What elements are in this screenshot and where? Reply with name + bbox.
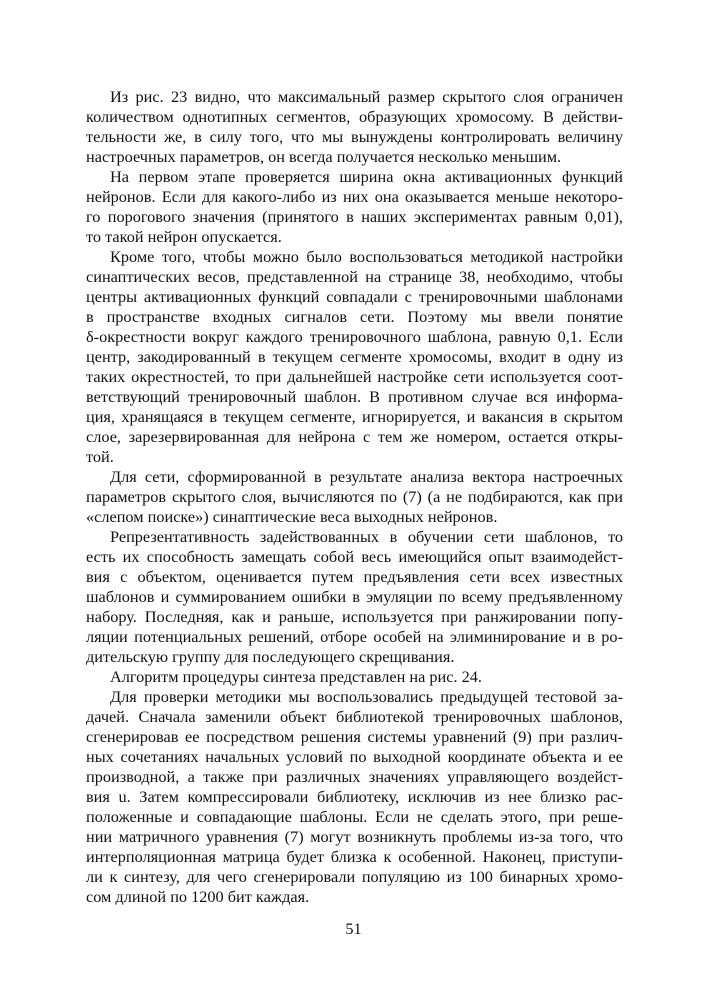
paragraph-7-line-1: Для проверки методики мы воспользовались предыдущей тестовой за- xyxy=(110,687,623,706)
paragraph-3-line-2: синаптических весов, представленной на странице 38, необходимо, чтобы xyxy=(86,267,623,286)
paragraph-1-line-2: количеством однотипных сегментов, образующих хромосому. В действи- xyxy=(86,107,623,126)
paragraph-3-line-4: в пространстве входных сигналов сети. Поэтому мы ввели понятие xyxy=(86,307,623,326)
paragraph-5-line-5: набору. Последняя, как и раньше, используется при ранжировании попу- xyxy=(86,607,623,626)
paragraph-2-line-4: то такой нейрон опускается. xyxy=(86,227,282,246)
paragraph-4-line-1: Для сети, сформированной в результате анализа вектора настроечных xyxy=(110,467,623,486)
page-number: 51 xyxy=(345,919,362,938)
paragraph-3-line-1: Кроме того, чтобы можно было воспользоваться методикой настройки xyxy=(110,247,623,266)
paragraph-1-line-4: настроечных параметров, он всегда получается несколько меньшим. xyxy=(86,147,562,166)
paragraph-2-line-2: нейронов. Если для какого-либо из них она оказывается меньше некоторо- xyxy=(86,187,623,206)
paragraph-7-line-5: производной, а также при различных значениях управляющего воздейст- xyxy=(86,767,623,786)
paragraph-3-line-11: той. xyxy=(86,447,114,466)
paragraph-4-line-3: «слепом поиске») синаптические веса выходных нейронов. xyxy=(86,507,498,526)
paragraph-7-line-8: нии матричного уравнения (7) могут возникнуть проблемы из-за того, что xyxy=(86,827,623,846)
paragraph-5-line-6: ляции потенциальных решений, отборе особей на элиминирование и в ро- xyxy=(86,627,623,646)
paragraph-4-line-2: параметров скрытого слоя, вычисляются по (7) (а не подбираются, как при xyxy=(86,487,623,506)
paragraph-5-line-3: вия с объектом, оценивается путем предъявления сети всех известных xyxy=(86,567,623,586)
paragraph-6-line-1: Алгоритм процедуры синтеза представлен на рис. 24. xyxy=(110,667,482,686)
paragraph-2-line-1: На первом этапе проверяется ширина окна активационных функций xyxy=(110,167,623,186)
paragraph-5-line-2: есть их способность замещать собой весь имеющийся опыт взаимодейст- xyxy=(86,547,623,566)
paragraph-3-line-6: центр, закодированный в текущем сегменте хромосомы, входит в одну из xyxy=(86,347,623,366)
paragraph-3-line-3: центры активационных функций совпадали с тренировочными шаблонами xyxy=(86,287,623,306)
paragraph-7-line-4: ных сочетаниях начальных условий по выходной координате объекта и ее xyxy=(86,747,623,766)
paragraph-3-line-5: δ-окрестности вокруг каждого тренировочного шаблона, равную 0,1. Если xyxy=(86,327,623,346)
paragraph-7-line-10: ли к синтезу, для чего сгенерировали популяцию из 100 бинарных хромо- xyxy=(86,867,623,886)
paragraph-7-line-6: вия u. Затем компрессировали библиотеку, исключив из нее близко рас- xyxy=(86,787,623,806)
paragraph-7-line-9: интерполяционная матрица будет близка к особенной. Наконец, приступи- xyxy=(86,847,623,866)
paragraph-3-line-9: ция, хранящаяся в текущем сегменте, игнорируется, и вакансия в скрытом xyxy=(86,407,623,426)
paragraph-1-line-3: тельности же, в силу того, что мы вынуждены контролировать величину xyxy=(86,127,623,146)
paragraph-5-line-7: дительскую группу для последующего скрещивания. xyxy=(86,647,455,666)
paragraph-3-line-10: слое, зарезервированная для нейрона с тем же номером, остается откры- xyxy=(86,427,623,446)
paragraph-5-line-4: шаблонов и суммированием ошибки в эмуляции по всему предъявленному xyxy=(86,587,623,606)
paragraph-7-line-11: сом длиной по 1200 бит каждая. xyxy=(86,887,310,906)
paragraph-2-line-3: го порогового значения (принятого в наших экспериментах равным 0,01), xyxy=(86,207,623,226)
paragraph-3-line-7: таких окрестностей, то при дальнейшей настройке сети используется соот- xyxy=(86,367,623,386)
paragraph-5-line-1: Репрезентативность задействованных в обучении сети шаблонов, то xyxy=(110,527,623,546)
paragraph-3-line-8: ветствующий тренировочный шаблон. В противном случае вся информа- xyxy=(86,387,623,406)
paragraph-7-line-2: дачей. Сначала заменили объект библиотекой тренировочных шаблонов, xyxy=(86,707,623,726)
paragraph-1-line-1: Из рис. 23 видно, что максимальный размер скрытого слоя ограничен xyxy=(110,87,623,106)
paragraph-7-line-7: положенные и совпадающие шаблоны. Если не сделать этого, при реше- xyxy=(86,807,623,826)
paragraph-7-line-3: сгенерировав ее посредством решения системы уравнений (9) при различ- xyxy=(86,727,623,746)
